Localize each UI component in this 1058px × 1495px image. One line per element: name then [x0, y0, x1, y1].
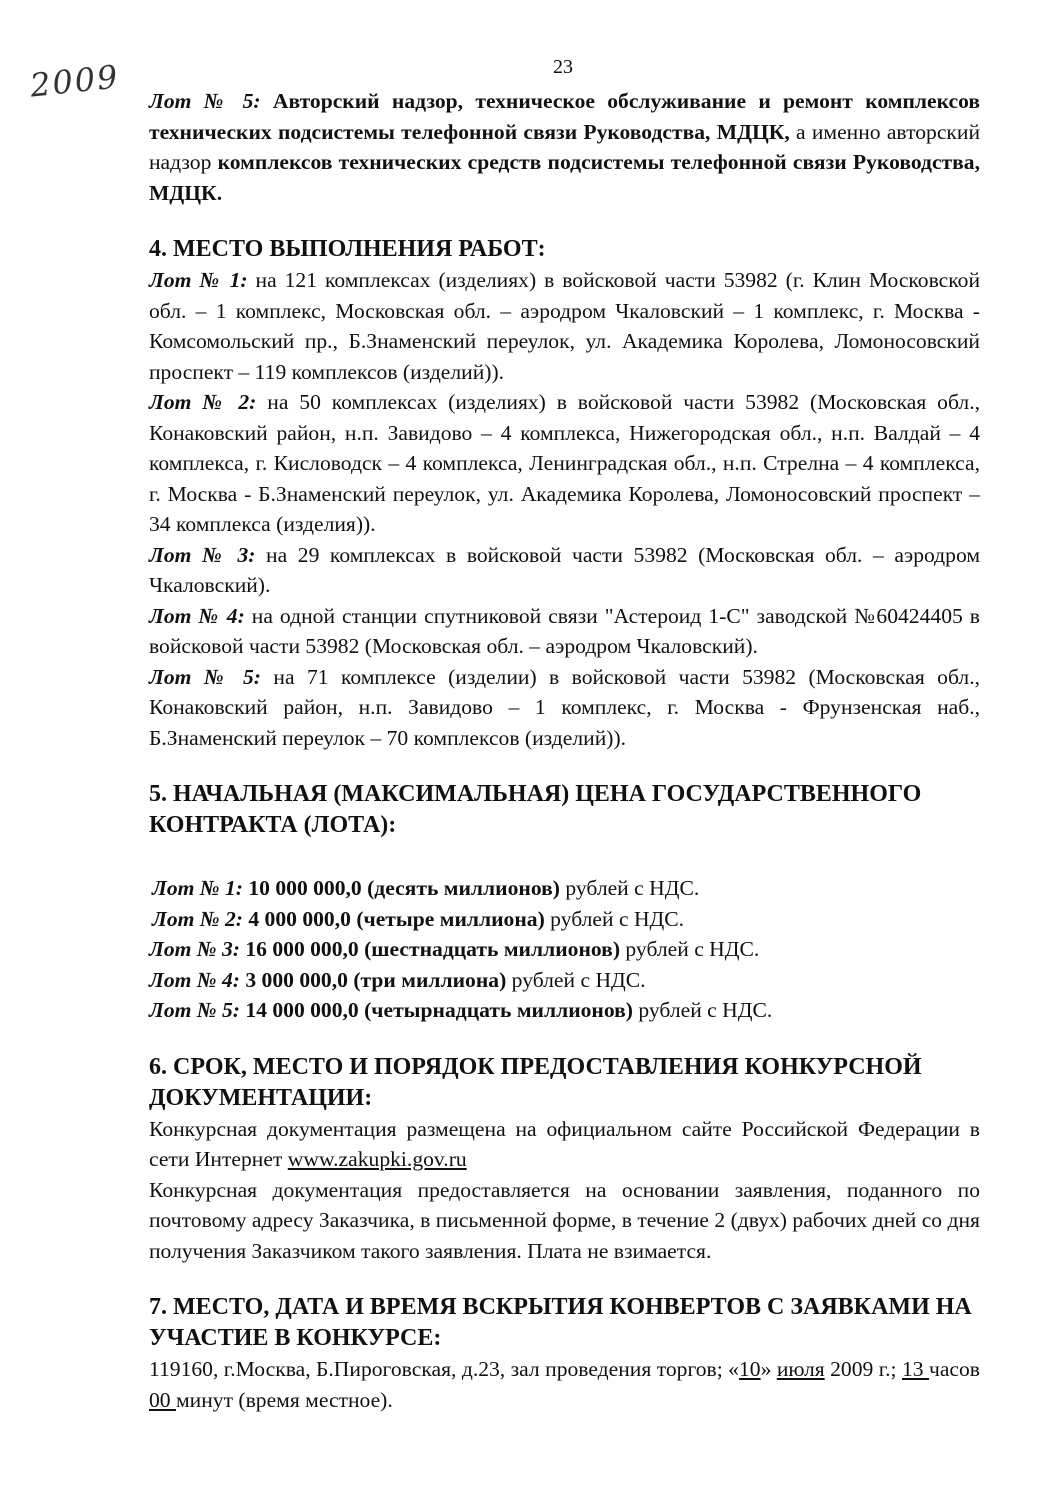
sec4-lot5	[149, 662, 980, 754]
sec4-lot4	[149, 601, 980, 662]
lot-text: на 121 комплексах (изделиях) в войсковой части 53982 (г. Клин Московской обл. – 1 комплекс, Московская обл. – аэродром Чкаловский – 1 комплекс, г. Москва - Комсомольский пр., Б.Знаменский переулок, ул. Академика Королева, Ломоносовский проспект – 119 комплексов (изделий)).	[149, 268, 981, 384]
price-suffix: рублей с НДС.	[506, 967, 646, 992]
price-lot1	[149, 873, 980, 904]
section-4-heading: 4. МЕСТО ВЫПОЛНЕНИЯ РАБОТ:	[149, 236, 546, 262]
lot-text: на 71 комплексе (изделии) в войсковой части 53982 (Московская обл., Конаковский район, н.п. Завидово – 1 комплекс, г. Москва - Фрунзенская наб., Б.Знаменский переулок – 70 комплексов (изделий)).	[149, 664, 980, 750]
sec7-paragraph	[149, 1354, 980, 1415]
section-5-heading: 5. НАЧАЛЬНАЯ (МАКСИМАЛЬНАЯ) ЦЕНА ГОСУДАРСТВЕННОГО КОНТРАКТА (ЛОТА):	[149, 781, 922, 838]
price-lot4	[149, 965, 980, 996]
section-6-heading: 6. СРОК, МЕСТО И ПОРЯДОК ПРЕДОСТАВЛЕНИЯ КОНКУРСНОЙ ДОКУМЕНТАЦИИ:	[149, 1053, 922, 1111]
lot-label: Лот № 3:	[149, 542, 256, 567]
zakupki-link[interactable]: www.zakupki.gov.ru	[287, 1147, 467, 1171]
lot-label: Лот № 5:	[149, 664, 261, 689]
lot-label: Лот № 5:	[149, 89, 261, 113]
lot-label: Лот № 5:	[149, 998, 240, 1022]
sec6-paragraph-1	[149, 1114, 980, 1175]
sec7-text: 119160, г.Москва, Б.Пироговская, д.23, зал проведения торгов; «	[149, 1357, 739, 1381]
sec4-lot1	[149, 265, 980, 387]
lot-label: Лот № 1:	[152, 876, 243, 900]
opening-hour: 13	[901, 1357, 929, 1381]
price-suffix: рублей с НДС.	[559, 876, 700, 900]
sec7-text: »	[760, 1357, 777, 1381]
lot5-intro-paragraph	[149, 86, 980, 208]
price-amount: 3 000 000,0 (три миллиона)	[239, 967, 507, 992]
document-body	[149, 86, 980, 1415]
opening-day: 10	[738, 1357, 761, 1381]
price-lot5	[149, 995, 980, 1026]
section-7-heading: 7. МЕСТО, ДАТА И ВРЕМЯ ВСКРЫТИЯ КОНВЕРТОВ С ЗАЯВКАМИ НА УЧАСТИЕ В КОНКУРСЕ:	[149, 1294, 972, 1351]
lot-text: на одной станции спутниковой связи "Астероид 1-С" заводской №60424405 в войсковой части 53982 (Московская обл. – аэродром Чкаловский).	[149, 603, 980, 658]
lot-label: Лот № 4:	[149, 603, 245, 628]
sec4-lot3	[149, 540, 980, 601]
sec4-lot2	[149, 387, 980, 540]
price-lot3	[149, 934, 980, 965]
sec7-text: 2009 г.;	[824, 1357, 902, 1381]
sec6-text: Конкурсная документация размещена на официальном сайте Российской Федерации в сети Интернет	[149, 1116, 980, 1171]
lot-label: Лот № 2:	[152, 906, 243, 931]
lot-text: на 29 комплексах в войсковой части 53982 (Московская обл. – аэродром Чкаловский).	[149, 542, 980, 597]
sec7-text: минут (время местное).	[176, 1387, 393, 1412]
price-suffix: рублей с НДС.	[544, 906, 685, 931]
lot-label: Лот № 3:	[149, 937, 240, 961]
price-amount: 16 000 000,0 (шестнадцать миллионов)	[239, 937, 621, 961]
lot5-subject: комплексов технических средств подсистемы телефонной связи Руководства, МДЦК.	[149, 150, 980, 205]
price-lot2	[149, 904, 980, 935]
page-number: 23	[553, 56, 573, 78]
lot-label: Лот № 2:	[149, 390, 257, 414]
sec6-paragraph-2: Конкурсная документация предоставляется на основании заявления, поданного по почтовому адресу Заказчика, в письменной форме, в течение 2 (двух) рабочих дней со дня получения Заказчиком такого заявления. Плата не взимается.	[149, 1177, 980, 1263]
price-list	[149, 873, 980, 1026]
lot-label: Лот № 1:	[149, 268, 248, 292]
price-suffix: рублей с НДС.	[620, 937, 760, 961]
opening-minute: 00	[149, 1387, 176, 1412]
price-amount: 4 000 000,0 (четыре миллиона)	[242, 906, 545, 931]
handwritten-year-note: 2009	[28, 57, 122, 105]
lot-label: Лот № 4:	[149, 967, 240, 992]
price-suffix: рублей с НДС.	[632, 998, 773, 1022]
price-amount: 10 000 000,0 (десять миллионов)	[242, 876, 560, 900]
opening-month: июля	[776, 1357, 825, 1381]
lot-text: на 50 комплексах (изделиях) в войсковой части 53982 (Московская обл., Конаковский район, н.п. Завидово – 4 комплекса, Нижегородская обл., н.п. Валдай – 4 комплекса, г. Кисловодск – 4 комплекса, Ленинградская обл., н.п. Стрелна – 4 комплекса, г. Москва - Б.Знаменский переулок, ул. Академика Королева, Ломоносовский проспект – 34 комплекса (изделия)).	[149, 390, 981, 536]
lot5-text: а именно авторский надзор	[149, 119, 981, 174]
sec7-text: часов	[928, 1357, 981, 1381]
price-amount: 14 000 000,0 (четырнадцать миллионов)	[239, 998, 633, 1022]
lot5-title: Авторский надзор, техническое обслуживание и ремонт комплексов технических подсистемы телефонной связи Руководства, МДЦК,	[149, 89, 980, 144]
